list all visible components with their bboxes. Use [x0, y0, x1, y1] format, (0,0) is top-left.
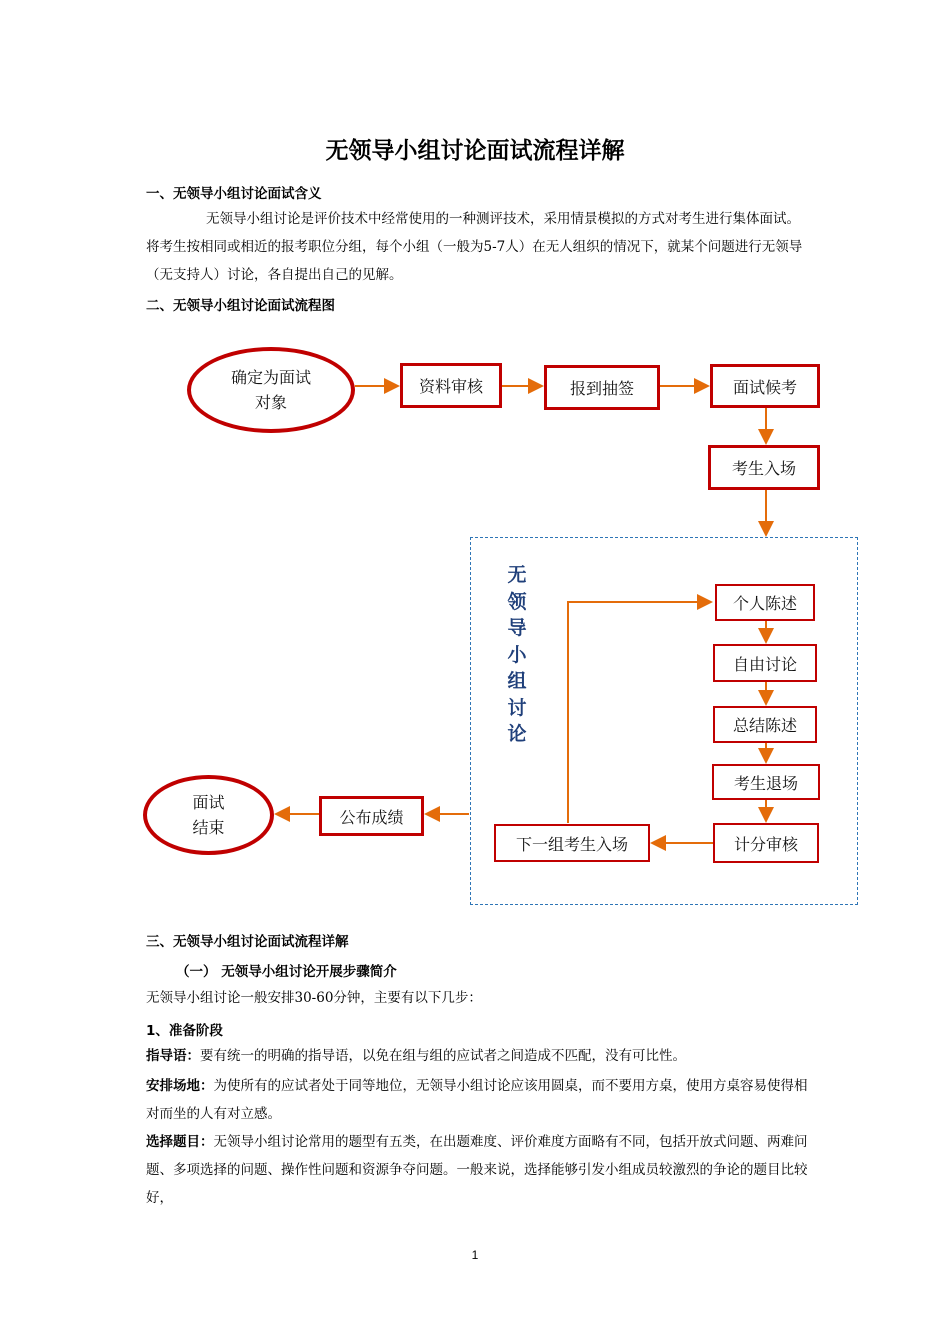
- topic-label: 选择题目：: [146, 1134, 214, 1150]
- summary-box: 总结陈述: [713, 706, 817, 743]
- start-node-label: 确定为面试对象: [230, 368, 311, 412]
- page-number: 1: [471, 1248, 479, 1262]
- publish-box: 公布成绩: [319, 796, 424, 836]
- scoring-box: 计分审核: [713, 823, 819, 863]
- venue-label: 安排场地：: [146, 1078, 214, 1094]
- review-box: 资料审核: [400, 363, 502, 408]
- section-2-heading: 二、无领导小组讨论面试流程图: [146, 298, 335, 314]
- end-node-label: 面试结束: [192, 793, 225, 837]
- guide-label: 指导语：: [146, 1048, 200, 1064]
- venue-text: 为使所有的应试者处于同等地位，无领导小组讨论应该用圆桌，而不要用方桌，使用方桌容易使得相对而坐的人有对立感。: [146, 1078, 808, 1122]
- guide-paragraph: [146, 1042, 810, 1070]
- group-discussion-label: 无领导小组讨论: [507, 564, 527, 745]
- section-3-heading: 三、无领导小组讨论面试流程详解: [146, 934, 349, 950]
- step-1-heading: 1、准备阶段: [146, 1023, 223, 1039]
- waiting-box: 面试候考: [710, 364, 820, 408]
- discussion-box: 自由讨论: [713, 644, 817, 682]
- enter-box: 考生入场: [708, 445, 820, 490]
- start-node: [187, 347, 355, 433]
- section-3-intro: 无领导小组讨论一般安排30-60分钟，主要有以下几步：: [146, 990, 482, 1006]
- section-1-body: 无领导小组讨论是评价技术中经常使用的一种测评技术，采用情景模拟的方式对考生进行集体面试。将考生按相同或相近的报考职位分组，每个小组（一般为5-7人）在无人组织的情况下，就某个问题进行无领导（无支持人）讨论，各自提出自己的见解。: [146, 211, 803, 283]
- checkin-box: 报到抽签: [544, 365, 660, 410]
- venue-paragraph: [146, 1072, 810, 1128]
- section-1-heading: 一、无领导小组讨论面试含义: [146, 186, 322, 202]
- exit-box: 考生退场: [712, 764, 820, 800]
- statement-box: 个人陈述: [715, 584, 815, 621]
- topic-text: 无领导小组讨论常用的题型有五类，在出题难度、评价难度方面略有不同，包括开放式问题、两难问题、多项选择的问题、操作性问题和资源争夺问题。一般来说，选择能够引发小组成员较激烈的争论的题目比较好，: [146, 1134, 808, 1206]
- section-3-subheading: （一） 无领导小组讨论开展步骤简介: [176, 964, 397, 980]
- guide-text: 要有统一的明确的指导语，以免在组与组的应试者之间造成不匹配，没有可比性。: [200, 1048, 686, 1064]
- page-title: 无领导小组讨论面试流程详解: [325, 138, 625, 164]
- topic-paragraph: [146, 1128, 810, 1212]
- end-node: [143, 775, 274, 855]
- next-group-box: 下一组考生入场: [494, 824, 650, 862]
